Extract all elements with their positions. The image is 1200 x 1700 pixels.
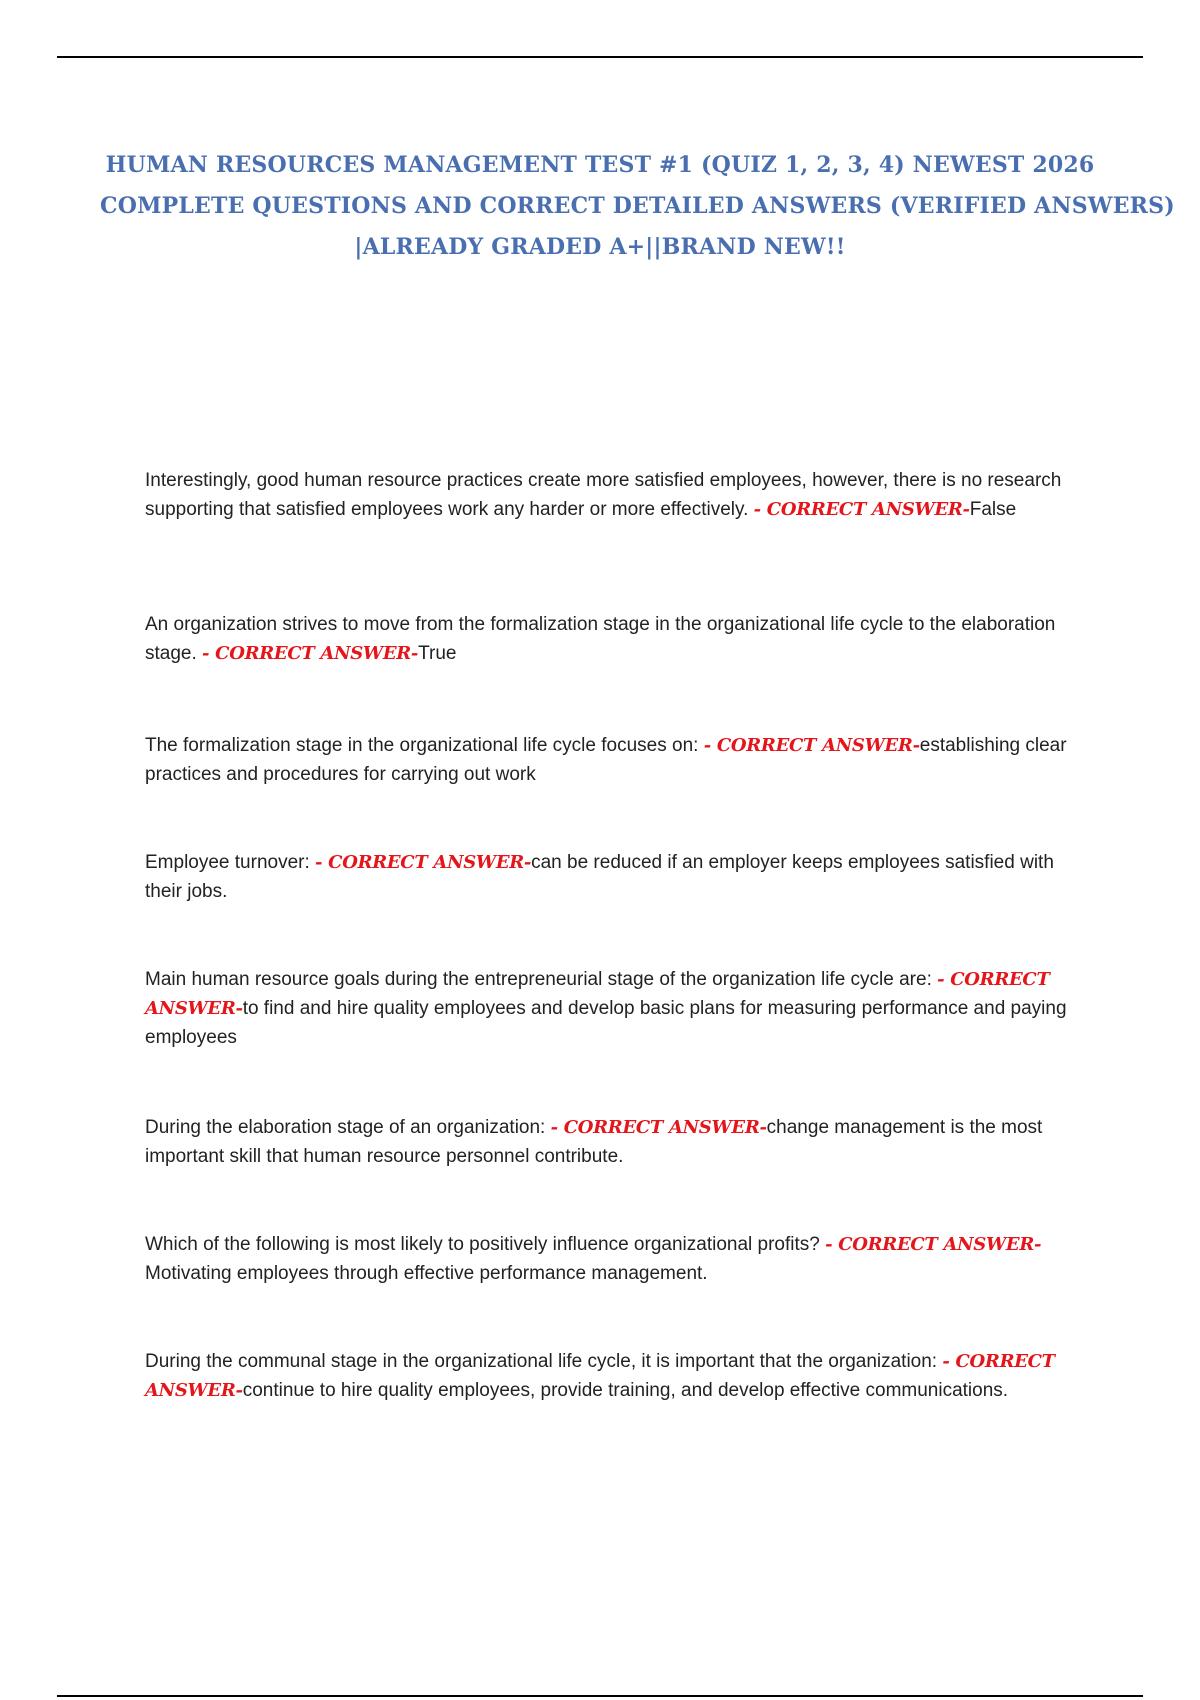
answer-text: Motivating employees through effective performance management. [145,1263,708,1284]
qa-item-1 [145,466,1095,524]
correct-answer-marker: - CORRECT ANSWER- [315,852,532,873]
question-text: Main human resource goals during the entrepreneurial stage of the organization life cycle are: [145,969,938,990]
correct-answer-marker: - CORRECT ANSWER- [703,735,920,756]
answer-text: to find and hire quality employees and develop basic plans for measuring performance and paying employees [145,998,1067,1048]
question-text: An organization strives to move from the formalization stage in the organizational life cycle to the elaboration stage. [145,614,1056,664]
question-text: Interestingly, good human resource practices create more satisfied employees, however, there is no research supporting that satisfied employees work any harder or more effectively. [145,470,1062,520]
correct-answer-marker: - CORRECT ANSWER- [550,1117,767,1138]
qa-item-2 [145,610,1095,668]
qa-item-5 [145,965,1095,1052]
title-line-1: HUMAN RESOURCES MANAGEMENT TEST #1 (QUIZ 1, 2, 3, 4) NEWEST 2026 [105,152,1095,178]
answer-text: can be reduced if an employer keeps employees satisfied with their jobs. [145,852,1054,902]
title-line-2: COMPLETE QUESTIONS AND CORRECT DETAILED ANSWERS (VERIFIED ANSWERS) [100,193,1175,219]
answer-text: False [969,499,1017,520]
correct-answer-marker: - CORRECT ANSWER- [202,643,419,664]
qa-item-4 [145,848,1095,906]
question-text: Which of the following is most likely to positively influence organizational profits? [145,1234,826,1255]
correct-answer-marker: - CORRECT ANSWER- [145,969,1050,1019]
correct-answer-marker: - CORRECT ANSWER- [825,1234,1042,1255]
top-rule [57,56,1143,58]
qa-item-3 [145,731,1095,789]
answer-text: continue to hire quality employees, provide training, and develop effective communications. [242,1380,1009,1401]
correct-answer-marker: - CORRECT ANSWER- [145,1351,1055,1401]
bottom-rule [57,1695,1143,1697]
document-title [100,145,1175,268]
answer-text: establishing clear practices and procedures for carrying out work [145,735,1067,785]
question-text: During the elaboration stage of an organization: [145,1117,551,1138]
question-text: During the communal stage in the organizational life cycle, it is important that the organization: [145,1351,943,1372]
question-text: The formalization stage in the organizational life cycle focuses on: [145,735,704,756]
answer-text: change management is the most important skill that human resource personnel contribute. [145,1117,1043,1167]
qa-item-8 [145,1347,1095,1405]
answer-text: True [418,643,457,664]
qa-item-6 [145,1113,1095,1171]
title-line-3: |ALREADY GRADED A+||BRAND NEW!! [354,234,846,260]
correct-answer-marker: - CORRECT ANSWER- [753,499,970,520]
question-text: Employee turnover: [145,852,316,873]
qa-item-7 [145,1230,1095,1288]
